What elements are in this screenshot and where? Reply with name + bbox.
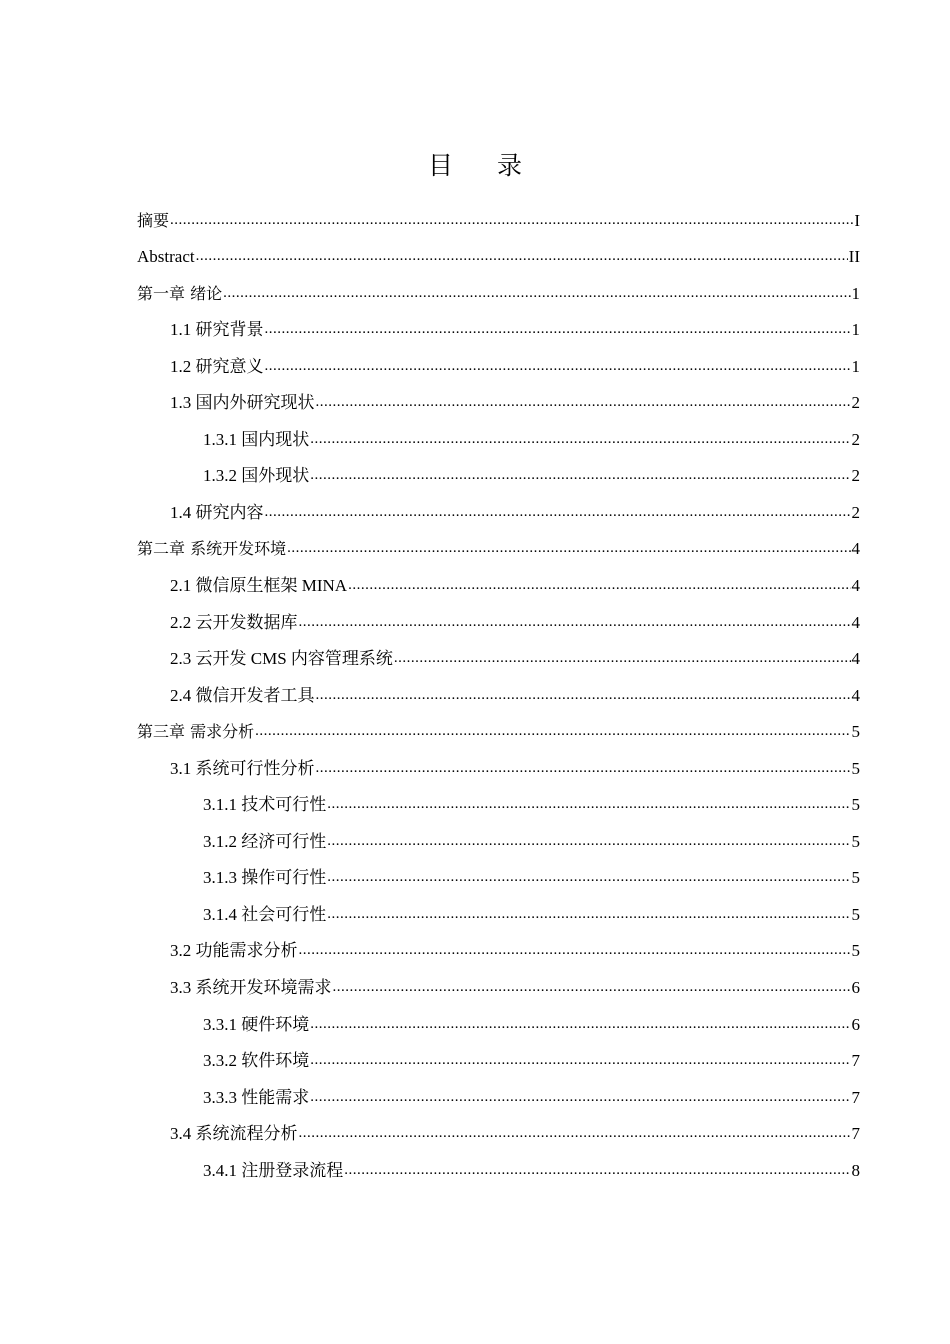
toc-entry-label: 3.3.2 软件环境 xyxy=(203,1051,310,1071)
toc-entry[interactable] xyxy=(137,785,860,822)
toc-entry[interactable] xyxy=(137,894,860,931)
toc-entry-page: 1 xyxy=(851,320,860,340)
toc-entry[interactable] xyxy=(137,602,860,639)
toc-entry-label: 1.3 国内外研究现状 xyxy=(170,393,315,413)
toc-entry-label: 3.1 系统可行性分析 xyxy=(170,758,315,778)
toc-entry-page: 7 xyxy=(851,1124,860,1144)
toc-entry-label: 1.2 研究意义 xyxy=(170,356,264,376)
toc-entry-page: 5 xyxy=(851,941,860,961)
toc-entry-page: 7 xyxy=(851,1051,860,1071)
toc-entry-page: 4 xyxy=(851,612,860,632)
dot-leader xyxy=(344,1159,850,1180)
toc-entry-label: 3.3.1 硬件环境 xyxy=(203,1014,310,1034)
dot-leader xyxy=(170,209,853,230)
toc-entry-page: 6 xyxy=(851,1014,860,1034)
toc-entry-page: 5 xyxy=(851,795,860,815)
toc-entry-label: 3.1.4 社会可行性 xyxy=(203,904,327,924)
toc-entry-page: 5 xyxy=(851,904,860,924)
toc-entry-label: 3.1.2 经济可行性 xyxy=(203,831,327,851)
toc-entry[interactable] xyxy=(137,237,860,274)
toc-entry-page: 6 xyxy=(851,978,860,998)
dot-leader xyxy=(255,720,850,741)
toc-entry-label: 2.4 微信开发者工具 xyxy=(170,685,315,705)
toc-entry[interactable] xyxy=(137,419,860,456)
dot-leader xyxy=(394,647,851,668)
toc-entry-label: 1.4 研究内容 xyxy=(170,502,264,522)
toc-entry[interactable] xyxy=(137,967,860,1004)
dot-leader xyxy=(287,537,850,558)
dot-leader xyxy=(265,318,851,339)
dot-leader xyxy=(310,1086,850,1107)
dot-leader xyxy=(327,793,850,814)
dot-leader xyxy=(327,903,850,924)
toc-entry-label: 3.3.3 性能需求 xyxy=(203,1087,310,1107)
dot-leader xyxy=(327,830,850,851)
toc-entry-page: 1 xyxy=(851,356,860,376)
toc-entry[interactable] xyxy=(137,529,860,566)
dot-leader xyxy=(223,282,850,303)
toc-entry-page: 8 xyxy=(851,1160,860,1180)
toc-entry-label: 3.1.3 操作可行性 xyxy=(203,868,327,888)
dot-leader xyxy=(265,355,851,376)
toc-entry-label: 3.3 系统开发环境需求 xyxy=(170,978,332,998)
toc-entry-label: 1.1 研究背景 xyxy=(170,320,264,340)
dot-leader xyxy=(333,976,851,997)
dot-leader xyxy=(299,939,851,960)
toc-entry-label: 第三章 需求分析 xyxy=(137,722,255,742)
toc-entry[interactable] xyxy=(137,273,860,310)
toc-entry[interactable] xyxy=(137,1004,860,1041)
toc-entry-page: 4 xyxy=(851,576,860,596)
toc-entry-label: 3.4 系统流程分析 xyxy=(170,1124,298,1144)
toc-entry-page: 2 xyxy=(851,393,860,413)
toc-entry[interactable] xyxy=(137,346,860,383)
dot-leader xyxy=(299,611,851,632)
toc-entry-label: 2.3 云开发 CMS 内容管理系统 xyxy=(170,649,393,669)
toc-entry[interactable] xyxy=(137,748,860,785)
toc-title xyxy=(0,146,950,182)
toc-entry-page: 2 xyxy=(851,429,860,449)
toc-entry-page: 5 xyxy=(851,758,860,778)
toc-entry-page: 5 xyxy=(851,868,860,888)
toc-entry-label: 3.1.1 技术可行性 xyxy=(203,795,327,815)
toc-entry-label: 第一章 绪论 xyxy=(137,283,223,303)
toc-entry-label: 2.1 微信原生框架 MINA xyxy=(170,576,348,596)
toc-entry[interactable] xyxy=(137,456,860,493)
dot-leader xyxy=(327,866,850,887)
toc-entry-page: 5 xyxy=(851,722,860,742)
toc-entry-page: 4 xyxy=(851,649,860,669)
toc-entry[interactable] xyxy=(137,675,860,712)
toc-entry[interactable] xyxy=(137,1114,860,1151)
toc-entry-page: 4 xyxy=(851,685,860,705)
toc-entry-label: 1.3.1 国内现状 xyxy=(203,429,310,449)
toc-entry-label: 3.2 功能需求分析 xyxy=(170,941,298,961)
toc-entry-page: 4 xyxy=(851,539,860,559)
toc-entry-label: Abstract xyxy=(137,247,195,267)
toc-entry-page: I xyxy=(854,210,860,230)
dot-leader xyxy=(299,1122,851,1143)
toc-entry[interactable] xyxy=(137,310,860,347)
toc-entry[interactable] xyxy=(137,200,860,237)
toc-entry-label: 3.4.1 注册登录流程 xyxy=(203,1160,344,1180)
dot-leader xyxy=(310,428,850,449)
dot-leader xyxy=(316,391,851,412)
toc-entry-page: 7 xyxy=(851,1087,860,1107)
dot-leader xyxy=(316,757,851,778)
toc-entry-label: 2.2 云开发数据库 xyxy=(170,612,298,632)
toc-entry[interactable] xyxy=(137,639,860,676)
toc-entry-label: 摘要 xyxy=(137,210,170,230)
toc-title-char-2: 录 xyxy=(497,151,523,180)
toc-entry-page: II xyxy=(848,247,860,267)
toc-entry[interactable] xyxy=(137,821,860,858)
toc-entry-page: 2 xyxy=(851,466,860,486)
dot-leader xyxy=(310,1049,850,1070)
toc-entry-label: 1.3.2 国外现状 xyxy=(203,466,310,486)
toc-entry[interactable] xyxy=(137,1041,860,1078)
toc-entry-page: 2 xyxy=(851,502,860,522)
dot-leader xyxy=(348,574,850,595)
toc-entry[interactable] xyxy=(137,858,860,895)
toc-title-char-1: 目 xyxy=(427,151,453,180)
dot-leader xyxy=(316,684,851,705)
table-of-contents xyxy=(137,200,860,1187)
dot-leader xyxy=(196,245,848,266)
toc-entry-page: 1 xyxy=(851,283,860,303)
toc-entry[interactable] xyxy=(137,492,860,529)
toc-entry-label: 第二章 系统开发环境 xyxy=(137,539,287,559)
dot-leader xyxy=(310,464,850,485)
toc-entry[interactable] xyxy=(137,1077,860,1114)
toc-entry[interactable] xyxy=(137,383,860,420)
toc-entry[interactable] xyxy=(137,712,860,749)
toc-entry-page: 5 xyxy=(851,831,860,851)
toc-entry[interactable] xyxy=(137,1150,860,1187)
dot-leader xyxy=(310,1013,850,1034)
toc-entry[interactable] xyxy=(137,931,860,968)
dot-leader xyxy=(265,501,851,522)
toc-entry[interactable] xyxy=(137,565,860,602)
